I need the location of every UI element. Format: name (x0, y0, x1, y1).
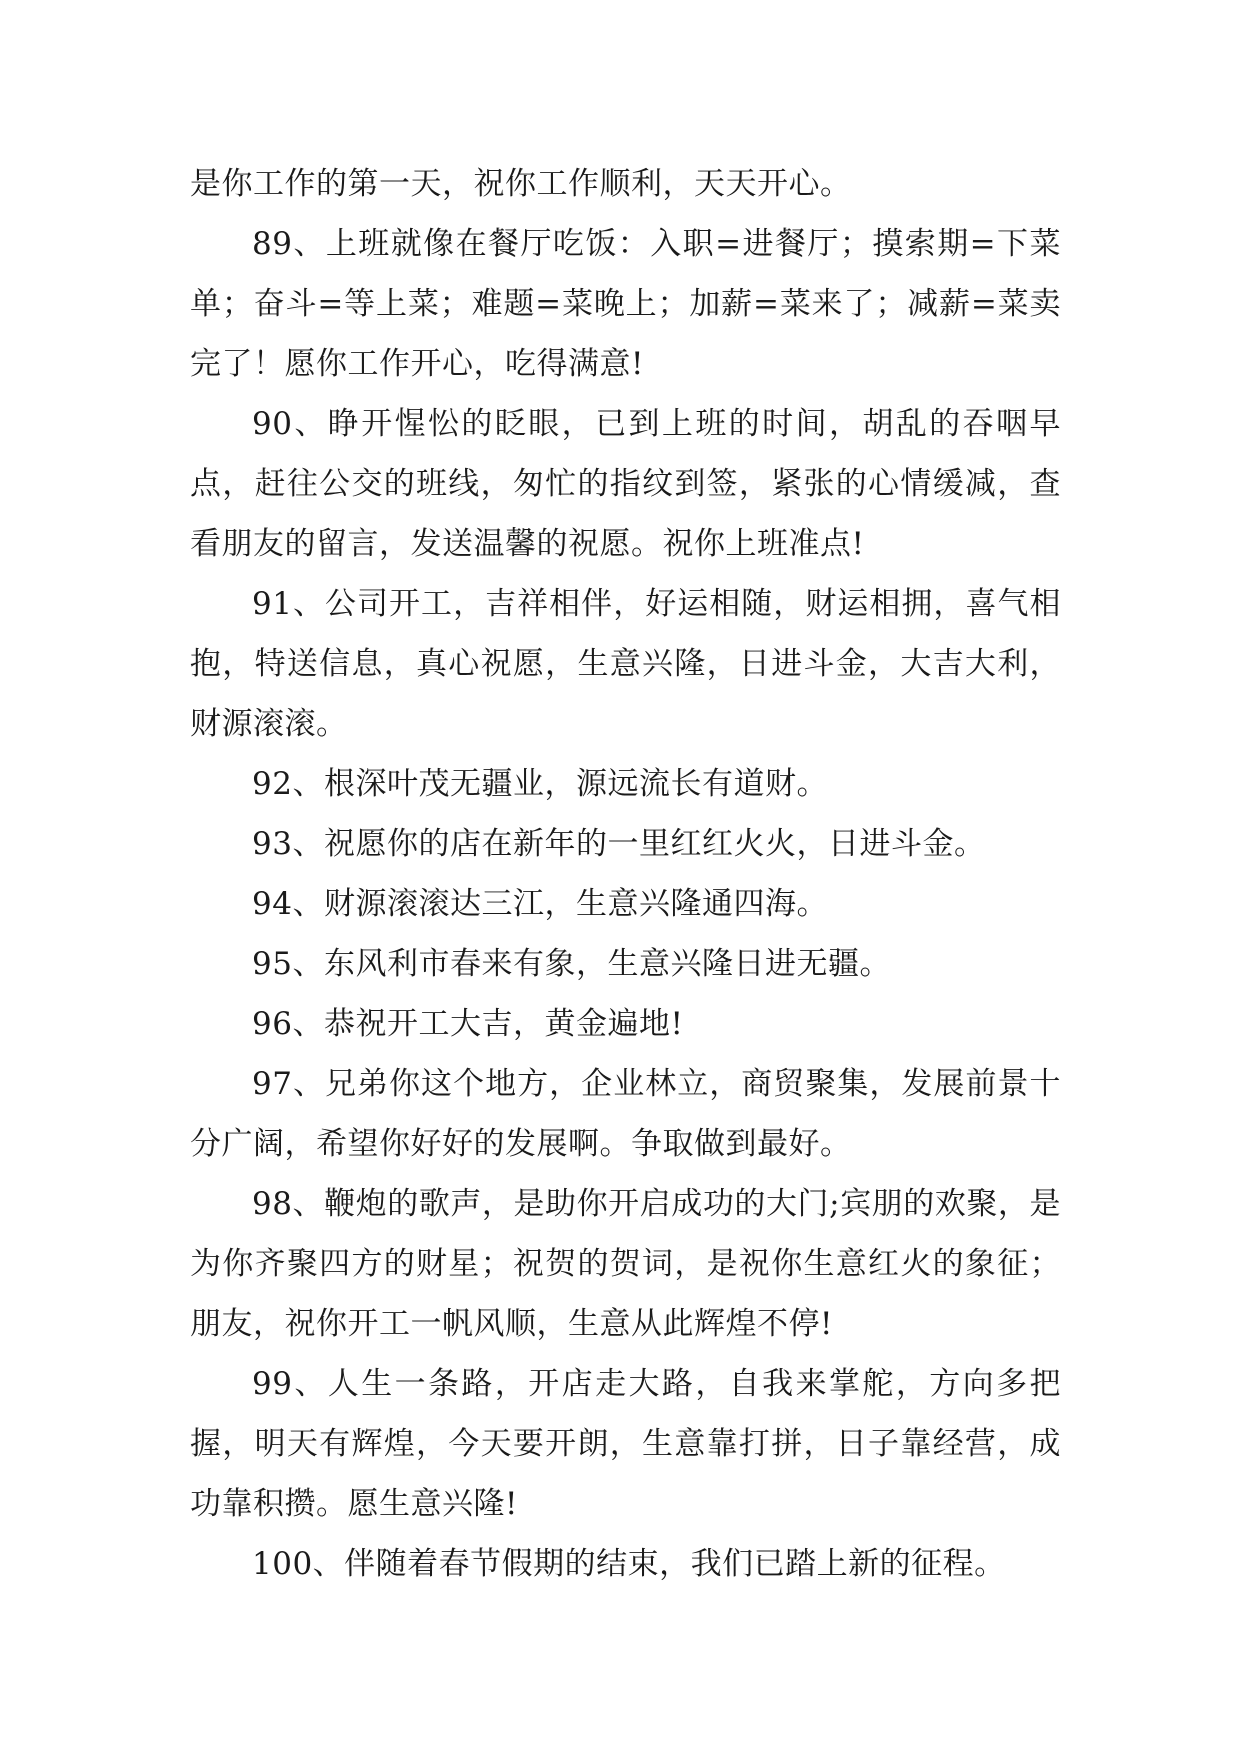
paragraph-89: 89、上班就像在餐厅吃饭：入职=进餐厅；摸索期=下菜单；奋斗=等上菜；难题=菜晚上；加薪=菜来了；减薪=菜卖完了！愿你工作开心，吃得满意! (190, 226, 1061, 382)
paragraph-90: 90、睁开惺忪的眨眼，已到上班的时间，胡乱的吞咽早点，赶往公交的班线，匆忙的指纹到签，紧张的心情缓减，查看朋友的留言，发送温馨的祝愿。祝你上班准点! (190, 406, 1061, 562)
paragraph-100: 100、伴随着春节假期的结束，我们已踏上新的征程。 (252, 1546, 1006, 1582)
paragraph-94: 94、财源滚滚达三江，生意兴隆通四海。 (252, 886, 828, 922)
document-body (190, 154, 1061, 1594)
paragraph-92: 92、根深叶茂无疆业，源远流长有道财。 (252, 766, 828, 802)
paragraph-97: 97、兄弟你这个地方，企业林立，商贸聚集，发展前景十分广阔，希望你好好的发展啊。争取做到最好。 (190, 1066, 1061, 1162)
paragraph-91: 91、公司开工，吉祥相伴，好运相随，财运相拥，喜气相抱，特送信息，真心祝愿，生意兴隆，日进斗金，大吉大利，财源滚滚。 (190, 586, 1061, 742)
paragraph-99: 99、人生一条路，开店走大路，自我来掌舵，方向多把握，明天有辉煌，今天要开朗，生意靠打拼，日子靠经营，成功靠积攒。愿生意兴隆! (190, 1366, 1061, 1522)
paragraph-93: 93、祝愿你的店在新年的一里红红火火，日进斗金。 (252, 826, 986, 862)
paragraph-continuation: 是你工作的第一天，祝你工作顺利，天天开心。 (190, 166, 852, 202)
paragraph-95: 95、东风利市春来有象，生意兴隆日进无疆。 (252, 946, 891, 982)
paragraph-98: 98、鞭炮的歌声，是助你开启成功的大门;宾朋的欢聚，是为你齐聚四方的财星；祝贺的贺词，是祝你生意红火的象征；朋友，祝你开工一帆风顺，生意从此辉煌不停! (190, 1186, 1061, 1342)
paragraph-96: 96、恭祝开工大吉，黄金遍地! (252, 1006, 684, 1042)
